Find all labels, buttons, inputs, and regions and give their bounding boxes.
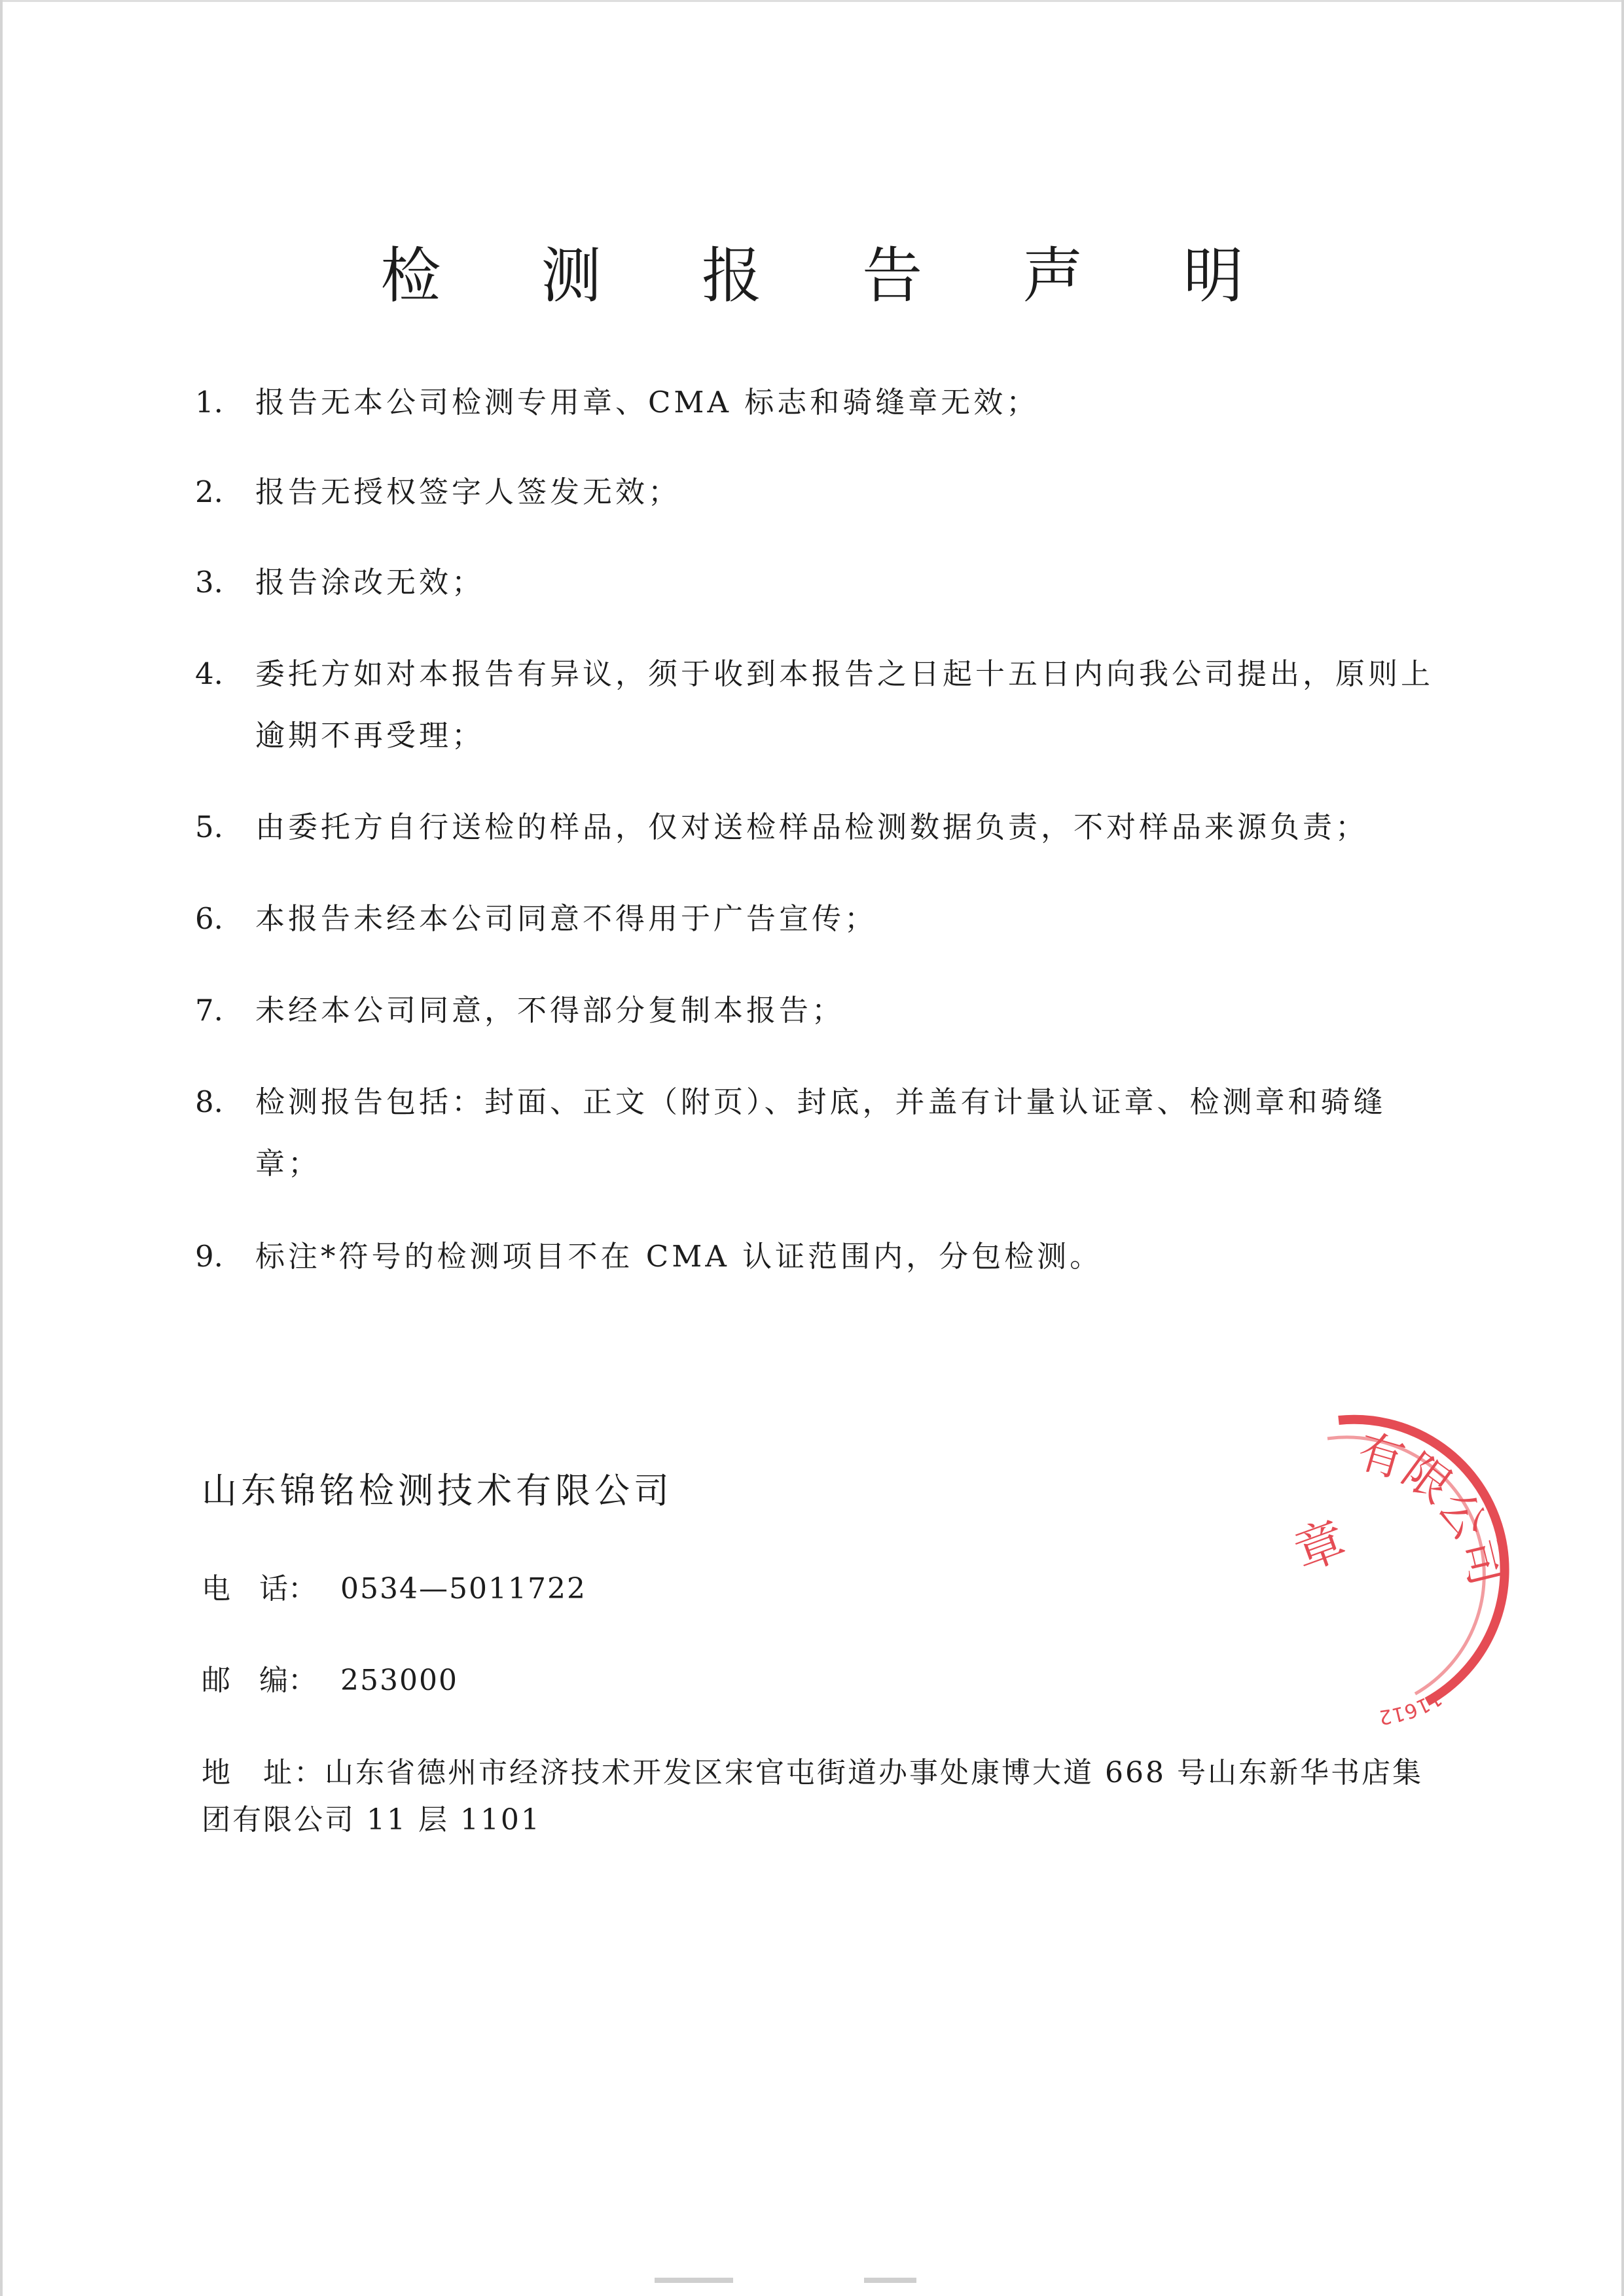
statement-number: 2.: [195, 475, 223, 509]
document-title: 检 测 报 告 声 明: [380, 240, 1284, 311]
company-seal-stamp: [1263, 1381, 1538, 1728]
statement-text: 由委托方自行送检的样品，仅对送检样品检测数据负责，不对样品来源负责；: [255, 810, 1369, 844]
phone-label: 电 话：: [202, 1572, 317, 1605]
postcode-label: 邮 编：: [202, 1664, 317, 1697]
seal-number: 11612: [1377, 1686, 1446, 1728]
postcode-value: 253000: [340, 1664, 458, 1697]
phone-line: [202, 1566, 586, 1613]
statement-number: 1.: [195, 385, 223, 420]
statement-number: 3.: [195, 565, 223, 600]
statement-text: 报告无本公司检测专用章、CMA 标志和骑缝章无效；: [255, 385, 1039, 420]
statement-text: 本报告未经本公司同意不得用于广告宣传；: [255, 901, 878, 936]
address-block: [202, 1749, 1445, 1844]
statement-number: 8.: [195, 1085, 223, 1119]
statement-text: 标注*符号的检测项目不在 CMA 认证范围内，分包检测。: [255, 1239, 1103, 1274]
scan-right-edge: [1621, 0, 1624, 2296]
statement-number: 9.: [195, 1239, 223, 1274]
statement-number: 6.: [195, 901, 223, 936]
statement-text: 委托方如对本报告有异议，须于收到本报告之日起十五日内向我公司提出，原则上逾期不再受理；: [255, 656, 1434, 753]
scan-left-edge: [0, 0, 3, 2296]
scan-artifact: [655, 2278, 733, 2283]
phone-value: 0534—5011722: [340, 1572, 586, 1605]
address-value: 山东省德州市经济技术开发区宋官屯街道办事处康博大道 668 号山东新华书店集团有限公司 11 层 1101: [202, 1756, 1423, 1837]
statement-text: 检测报告包括：封面、正文（附页）、封底，并盖有计量认证章、检测章和骑缝章；: [255, 1085, 1386, 1181]
scan-artifact: [864, 2278, 916, 2283]
statement-text: 未经本公司同意，不得部分复制本报告；: [255, 993, 845, 1028]
statement-text: 报告涂改无效；: [255, 565, 485, 600]
statement-number: 4.: [195, 656, 223, 691]
seal-char: 章: [1286, 1510, 1354, 1582]
company-name: 山东锦铭检测技术有限公司: [202, 1470, 673, 1511]
scan-top-edge: [0, 0, 1624, 2]
address-label: 地 址：: [202, 1756, 325, 1789]
postcode-line: [202, 1657, 458, 1704]
seal-text-arc: 有限公司: [1352, 1424, 1515, 1591]
statement-number: 5.: [195, 810, 223, 844]
statement-text: 报告无授权签字人签发无效；: [255, 475, 681, 509]
statement-number: 7.: [195, 993, 223, 1028]
